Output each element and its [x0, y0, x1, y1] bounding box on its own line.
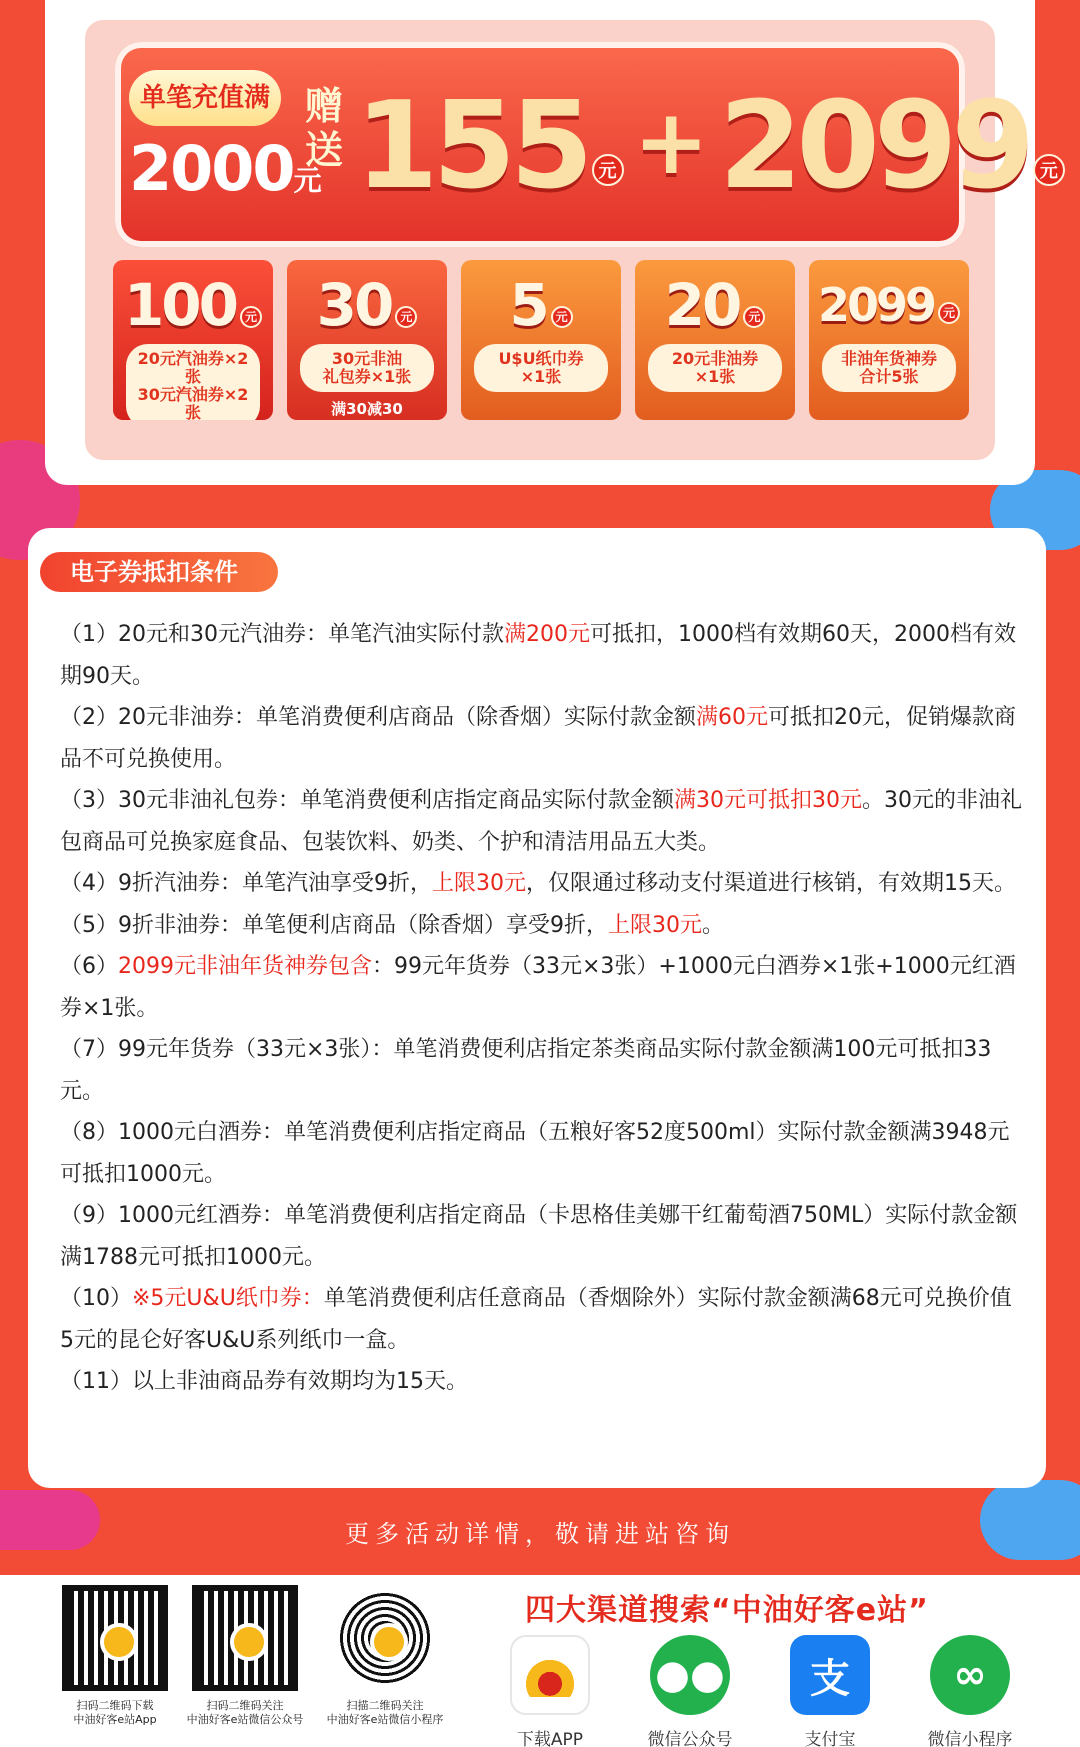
alipay-icon: 支: [790, 1635, 870, 1715]
coupon-value: [113, 272, 273, 338]
qr-mini-program[interactable]: [310, 1585, 460, 1727]
app-label: 支付宝: [804, 1730, 856, 1747]
app-label: 微信公众号: [647, 1730, 733, 1747]
prize-banner: [115, 42, 1058, 247]
search-title: 四大渠道搜索“中油好客e站”: [525, 1593, 929, 1628]
condition-text: （7）99元年货券（33元×3张）：单笔消费便利店指定茶类商品实际付款金额满100元可抵扣33元。: [60, 1037, 992, 1104]
prize-amounts: [355, 77, 1065, 216]
app-download-button[interactable]: [490, 1635, 610, 1747]
condition-text: （5）9折非油券：单笔便利店商品（除香烟）享受9折，: [60, 912, 608, 938]
condition-amount: [129, 134, 320, 216]
qr-caption: [310, 1699, 460, 1727]
coupon-desc: [474, 344, 608, 392]
conditions-list: [60, 614, 1025, 1403]
coupon-desc-line: 20元汽油券×2张: [137, 349, 249, 386]
condition-highlight: 2099元非油年货神券包含: [118, 954, 372, 979]
coupon-value: [461, 272, 621, 338]
coupon-desc-line: ×1张: [694, 367, 736, 386]
condition-text: 。30元的非油礼包商品可兑换家庭食品、包装饮料、奶类、个护和清洁用品五大类。: [60, 788, 1022, 855]
coupon-desc-line: 30元汽油券×2张: [137, 385, 249, 420]
condition-text: 。: [702, 912, 725, 938]
coupon-desc: [648, 344, 782, 392]
condition-text: （8）1000元白酒券：单笔消费便利店指定商品（五粮好客52度500ml）实际付款金额满3948元可抵扣1000元。: [60, 1120, 1010, 1187]
condition-highlight: 满60元: [696, 705, 768, 730]
coupon-value: [287, 272, 447, 338]
condition-text: （9）1000元红酒券：单笔消费便利店指定商品（卡思格佳美娜干红葡萄酒750ML）实际付款金额满1788元可抵扣1000元。: [60, 1203, 1018, 1270]
alipay-button[interactable]: [770, 1635, 890, 1747]
petrochina-logo-icon: [510, 1635, 590, 1715]
condition-label: 单笔充值满: [129, 70, 281, 126]
coupon-card: [461, 260, 621, 420]
coupon-card: [287, 260, 447, 420]
condition-text: （6）: [60, 954, 118, 979]
prize-card: [45, 0, 1058, 485]
coupon-card: [809, 260, 969, 420]
qr-caption-line: 扫码二维码关注: [206, 1699, 284, 1712]
yuan-badge: 元: [395, 306, 417, 328]
coupon-card: [113, 260, 273, 420]
condition-text: （11）以上非油商品券有效期均为15天。: [60, 1369, 468, 1394]
coupon-desc-line: U$U纸巾券: [498, 349, 584, 368]
coupon-list: [113, 260, 969, 420]
condition-item: [60, 1029, 1025, 1112]
yuan-badge: 元: [1033, 154, 1065, 186]
condition-highlight: 上限30元: [608, 912, 702, 938]
coupon-extra: 满30减30: [331, 400, 403, 418]
qr-download-app[interactable]: [50, 1585, 180, 1727]
yuan-badge: 元: [938, 302, 960, 324]
coupon-value: [635, 272, 795, 338]
qr-caption-line: 扫描二维码关注: [346, 1699, 424, 1712]
condition-item: [60, 1361, 1025, 1403]
yuan-badge: 元: [240, 306, 262, 328]
condition-text: （4）9折汽油券：单笔汽油享受9折，: [60, 871, 432, 896]
condition-item: [60, 780, 1025, 863]
condition-item: [60, 863, 1025, 905]
condition-text: 可抵扣20元，促销爆款商品不可兑换使用。: [60, 705, 1016, 772]
condition-item: [60, 614, 1025, 697]
condition-item: [60, 1195, 1025, 1278]
condition-text: （2）20元非油券：单笔消费便利店商品（除香烟）实际付款金额: [60, 705, 696, 730]
coupon-desc-line: 合计5张: [859, 367, 919, 386]
coupon-desc-line: 30元非油: [331, 349, 403, 368]
qr-caption-line: 中油好客e站微信小程序: [326, 1713, 444, 1726]
mini-program-button[interactable]: [910, 1635, 1030, 1747]
coupon-value-number: 5: [509, 271, 547, 339]
yuan-badge: 元: [743, 306, 765, 328]
qr-code-icon: [192, 1585, 298, 1691]
condition-highlight: 满30元可抵扣30元: [674, 788, 862, 813]
qr-caption-line: 中油好客e站微信公众号: [186, 1713, 304, 1726]
coupon-desc-line: 20元非油券: [671, 349, 759, 368]
mini-program-code-icon: [332, 1585, 438, 1691]
app-label: 下载APP: [516, 1730, 584, 1747]
coupon-desc: [822, 344, 956, 392]
coupon-desc-line: 非油年货神券: [840, 349, 937, 368]
condition-item: [60, 1278, 1025, 1361]
app-label: 微信小程序: [927, 1730, 1013, 1747]
coupon-value: [809, 272, 969, 338]
coupon-desc-line: 礼包券×1张: [322, 367, 412, 386]
condition-text: 单笔消费便利店任意商品（香烟除外）实际付款金额满68元可兑换价值5元的昆仑好客U&U系列纸巾一盒。: [60, 1286, 1012, 1353]
qr-caption-line: 扫码二维码下载: [76, 1699, 154, 1712]
conditions-title: 电子券抵扣条件: [40, 552, 278, 592]
condition-item: [60, 905, 1025, 947]
coupon-value-number: 100: [123, 271, 237, 339]
give-label: 赠送: [305, 84, 344, 172]
qr-caption-line: 中油好客e站App: [73, 1713, 157, 1726]
prize-amount-a: 155: [355, 77, 588, 216]
wechat-icon: ●●: [650, 1635, 730, 1715]
qr-wechat-official[interactable]: [180, 1585, 310, 1727]
condition-item: [60, 1112, 1025, 1195]
condition-text: ：99元年货券（33元×3张）+1000元白酒券×1张+1000元红酒券×1张。: [60, 954, 1016, 1021]
yuan-badge: 元: [592, 154, 624, 186]
coupon-desc: [126, 344, 260, 420]
coupon-value-number: 30: [316, 271, 392, 339]
condition-text: （3）30元非油礼包券：单笔消费便利店指定商品实际付款金额: [60, 788, 674, 813]
coupon-value-number: 2099: [817, 278, 935, 332]
condition-highlight: 上限30元: [432, 871, 526, 896]
qr-caption: [180, 1699, 310, 1727]
yuan-badge: 元: [551, 306, 573, 328]
condition-highlight: 满200元: [504, 622, 590, 647]
qr-caption: [50, 1699, 180, 1727]
coupon-desc-line: ×1张: [520, 367, 562, 386]
wechat-official-button[interactable]: [630, 1635, 750, 1747]
qr-code-icon: [62, 1585, 168, 1691]
condition-text: （1）20元和30元汽油券：单笔汽油实际付款: [60, 622, 504, 647]
prize-panel: [85, 20, 1058, 460]
conditions-card: [28, 528, 1046, 1488]
condition-item: [60, 697, 1025, 780]
prize-amount-b: 2099: [718, 77, 1029, 216]
footer: [0, 1575, 1080, 1747]
condition-text: （10）: [60, 1286, 132, 1311]
condition-amount-unit: 元: [293, 164, 320, 197]
mini-program-icon: ∞: [930, 1635, 1010, 1715]
coupon-value-number: 20: [664, 271, 740, 339]
coupon-desc: [300, 344, 434, 392]
more-info-text: 更多活动详情，敬请进站咨询: [345, 1520, 735, 1548]
condition-highlight: ※5元U&U纸巾券：: [132, 1286, 324, 1311]
coupon-card: [635, 260, 795, 420]
plus-sign: +: [633, 90, 709, 195]
condition-text: 可抵扣，1000档有效期60天，2000档有效期90天。: [60, 622, 1016, 689]
condition-amount-value: 2000: [129, 132, 294, 205]
condition-text: ，仅限通过移动支付渠道进行核销，有效期15天。: [526, 871, 1016, 896]
condition-item: [60, 946, 1025, 1029]
